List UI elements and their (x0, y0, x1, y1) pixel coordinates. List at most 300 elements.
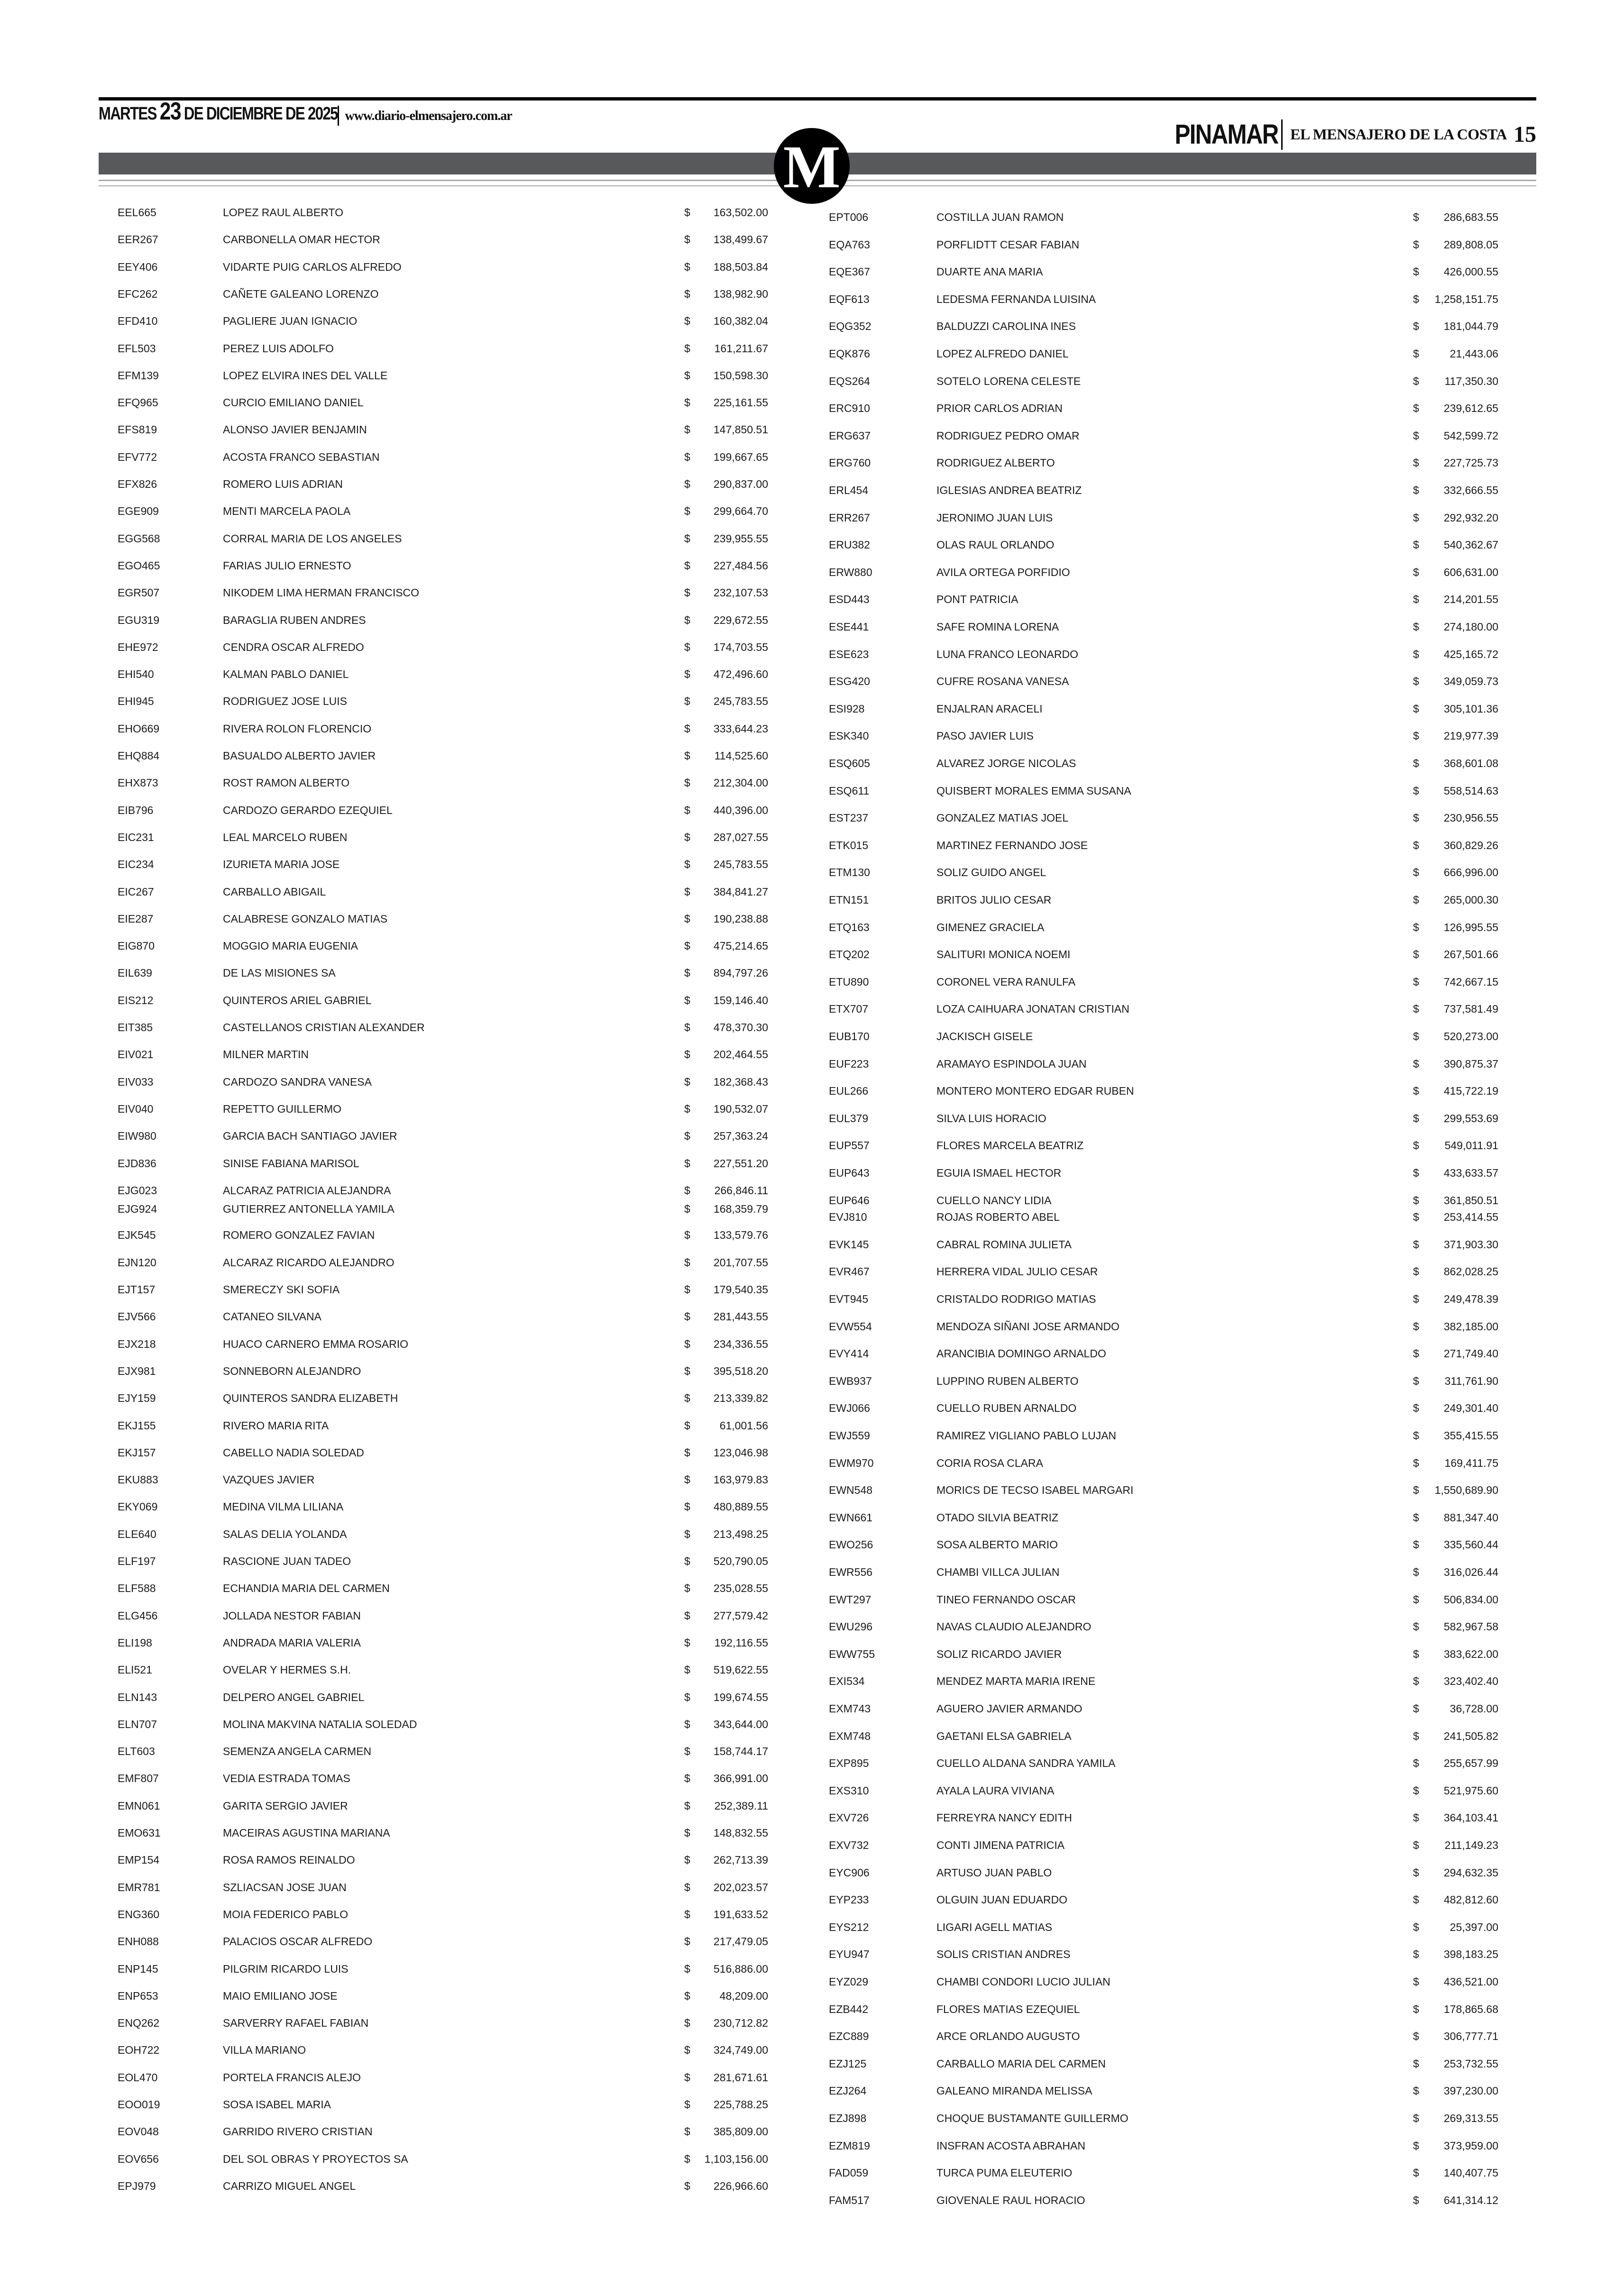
table-row (829, 1207, 1512, 1226)
currency-symbol: $ (1413, 1757, 1419, 1770)
table-row (829, 918, 1512, 937)
table-row (829, 208, 1512, 227)
table-row (118, 1497, 781, 1516)
account-code: EUL266 (829, 1085, 869, 1098)
currency-symbol: $ (1413, 1003, 1419, 1015)
amount: 277,579.42 (713, 1609, 768, 1622)
currency-symbol: $ (684, 1881, 690, 1894)
holder-name: PONT PATRICIA (936, 593, 1018, 606)
account-code: EFC262 (118, 287, 158, 300)
table-row (829, 453, 1512, 472)
holder-name: MEDINA VILMA LILIANA (223, 1500, 344, 1513)
amount: 290,837.00 (713, 478, 768, 490)
table-row (829, 617, 1512, 636)
account-code: EVJ810 (829, 1211, 867, 1224)
amount: 249,478.39 (1443, 1293, 1498, 1305)
table-row (829, 1863, 1512, 1882)
currency-symbol: $ (1413, 238, 1419, 251)
amount: 287,027.55 (713, 831, 768, 843)
currency-symbol: $ (684, 777, 690, 789)
amount: 163,979.83 (713, 1473, 768, 1486)
amount: 390,875.37 (1443, 1057, 1498, 1070)
currency-symbol: $ (684, 396, 690, 409)
holder-name: VEDIA ESTRADA TOMAS (223, 1772, 350, 1785)
amount: 25,397.00 (1450, 1921, 1498, 1933)
amount: 255,657.99 (1443, 1757, 1498, 1770)
account-code: FAM517 (829, 2194, 870, 2206)
account-code: ETX707 (829, 1003, 869, 1015)
account-code: EZJ898 (829, 2112, 867, 2124)
table-row (829, 1317, 1512, 1336)
currency-symbol: $ (1413, 1194, 1419, 1207)
amount: 265,000.30 (1443, 894, 1498, 906)
currency-symbol: $ (1413, 2167, 1419, 2179)
currency-symbol: $ (1413, 1211, 1419, 1224)
table-row (118, 1470, 781, 1489)
currency-symbol: $ (684, 613, 690, 626)
holder-name: MENTI MARCELA PAOLA (223, 505, 351, 518)
amount: 520,273.00 (1443, 1030, 1498, 1043)
account-code: EIW980 (118, 1130, 156, 1143)
currency-symbol: $ (684, 1962, 690, 1975)
table-row (829, 1027, 1512, 1046)
table-row (118, 638, 781, 657)
holder-name: MENDEZ MARTA MARIA IRENE (936, 1675, 1096, 1688)
holder-name: MOIA FEDERICO PABLO (223, 1908, 349, 1921)
table-row (829, 2163, 1512, 2182)
holder-name: BARAGLIA RUBEN ANDRES (223, 613, 366, 626)
table-row (829, 1235, 1512, 1254)
amount: 21,443.06 (1450, 348, 1498, 360)
account-code: EJX218 (118, 1337, 156, 1350)
account-code: EIS212 (118, 994, 154, 1006)
amount: 199,667.65 (713, 450, 768, 463)
holder-name: INSFRAN ACOSTA ABRAHAN (936, 2139, 1085, 2152)
currency-symbol: $ (1413, 1976, 1419, 1988)
account-code: EIV040 (118, 1102, 154, 1115)
account-code: EHI945 (118, 695, 154, 708)
amount: 241,505.82 (1443, 1729, 1498, 1742)
amount: 114,525.60 (714, 750, 768, 762)
account-code: EFL503 (118, 342, 156, 355)
table-row (829, 999, 1512, 1018)
holder-name: DELPERO ANGEL GABRIEL (223, 1691, 365, 1703)
currency-symbol: $ (1413, 921, 1419, 933)
holder-name: HERRERA VIDAL JULIO CESAR (936, 1265, 1098, 1278)
account-code: ESE441 (829, 621, 869, 633)
holder-name: RODRIGUEZ ALBERTO (936, 457, 1055, 469)
account-code: EIG870 (118, 940, 155, 952)
currency-symbol: $ (684, 233, 690, 246)
account-code: EFV772 (118, 450, 157, 463)
amount: 742,667.15 (1443, 975, 1498, 988)
holder-name: LOZA CAIHUARA JONATAN CRISTIAN (936, 1003, 1129, 1015)
currency-symbol: $ (1413, 1784, 1419, 1797)
currency-symbol: $ (1413, 566, 1419, 578)
account-code: ETQ163 (829, 921, 870, 933)
account-code: ESE623 (829, 648, 869, 660)
account-code: EWR556 (829, 1566, 873, 1578)
holder-name: CUELLO RUBEN ARNALDO (936, 1402, 1077, 1415)
amount: 212,304.00 (713, 777, 768, 789)
holder-name: LEAL MARCELO RUBEN (223, 831, 348, 843)
amount: 150,598.30 (713, 369, 768, 382)
currency-symbol: $ (1413, 429, 1419, 442)
amount: 234,336.55 (713, 1337, 768, 1350)
currency-symbol: $ (684, 1691, 690, 1703)
account-code: EOO019 (118, 2098, 160, 2111)
account-code: EWJ066 (829, 1402, 870, 1415)
table-row (118, 963, 781, 982)
currency-symbol: $ (684, 559, 690, 572)
amount: 213,498.25 (713, 1528, 768, 1540)
table-row (118, 529, 781, 548)
section-name: PINAMAR (1174, 119, 1279, 150)
table-row (118, 1715, 781, 1734)
currency-symbol: $ (1413, 320, 1419, 333)
table-row (829, 1081, 1512, 1100)
account-code: EYC906 (829, 1866, 870, 1879)
holder-name: MILNER MARTIN (223, 1048, 309, 1061)
table-row (118, 339, 781, 358)
currency-symbol: $ (1413, 1085, 1419, 1098)
holder-name: EGUIA ISMAEL HECTOR (936, 1167, 1062, 1179)
account-code: ESK340 (829, 730, 869, 742)
amount: 202,023.57 (713, 1881, 768, 1894)
account-code: EIV021 (118, 1048, 154, 1061)
currency-symbol: $ (684, 1364, 690, 1377)
table-row (829, 1372, 1512, 1390)
table-row (118, 665, 781, 684)
account-code: EEY406 (118, 260, 158, 273)
table-row (118, 203, 781, 222)
amount: 168,359.79 (713, 1203, 768, 1216)
holder-name: HUACO CARNERO EMMA ROSARIO (223, 1337, 409, 1350)
table-row (829, 1645, 1512, 1664)
table-row (829, 699, 1512, 718)
currency-symbol: $ (684, 1528, 690, 1540)
amount: 190,238.88 (713, 912, 768, 925)
currency-symbol: $ (684, 2017, 690, 2030)
table-row (829, 808, 1512, 827)
amount: 133,579.76 (713, 1229, 768, 1242)
holder-name: ROSA RAMOS REINALDO (223, 1854, 355, 1866)
table-row (118, 1362, 781, 1381)
amount: 199,674.55 (713, 1691, 768, 1703)
amount: 398,183.25 (1443, 1948, 1498, 1961)
currency-symbol: $ (684, 342, 690, 355)
account-code: ERG637 (829, 429, 871, 442)
amount: 148,832.55 (713, 1827, 768, 1839)
currency-symbol: $ (684, 804, 690, 816)
holder-name: CARDOZO GERARDO EZEQUIEL (223, 804, 393, 816)
account-code: EJG023 (118, 1184, 157, 1197)
currency-symbol: $ (684, 1799, 690, 1812)
currency-symbol: $ (684, 2152, 690, 2165)
account-code: EQG352 (829, 320, 872, 333)
amount: 138,499.67 (713, 233, 768, 246)
currency-symbol: $ (684, 1500, 690, 1513)
currency-symbol: $ (1413, 1894, 1419, 1906)
currency-symbol: $ (684, 450, 690, 463)
amount: 415,722.19 (1443, 1085, 1498, 1098)
account-code: ERG760 (829, 457, 871, 469)
table-row (829, 1781, 1512, 1800)
table-row (829, 590, 1512, 609)
amount: 217,479.05 (713, 1935, 768, 1948)
table-row (829, 1808, 1512, 1827)
currency-symbol: $ (1413, 1456, 1419, 1469)
account-code: ETK015 (829, 839, 869, 851)
currency-symbol: $ (1413, 1484, 1419, 1497)
holder-name: MENDOZA SIÑANI JOSE ARMANDO (936, 1320, 1119, 1333)
currency-symbol: $ (684, 423, 690, 436)
account-code: EEL665 (118, 206, 156, 219)
account-code: ERL454 (829, 484, 869, 496)
holder-name: CHAMBI VILLCA JULIAN (936, 1566, 1060, 1578)
table-row (118, 773, 781, 792)
account-code: EOH722 (118, 2044, 160, 2057)
holder-name: PASO JAVIER LUIS (936, 730, 1034, 742)
amount: 361,850.51 (1443, 1194, 1498, 1207)
holder-name: CHOQUE BUSTAMANTE GUILLERMO (936, 2112, 1129, 2124)
table-row (829, 2000, 1512, 2019)
table-row (118, 991, 781, 1010)
account-code: EVK145 (829, 1238, 869, 1251)
holder-name: ALCARAZ PATRICIA ALEJANDRA (223, 1184, 391, 1197)
currency-symbol: $ (1413, 1948, 1419, 1961)
currency-symbol: $ (1413, 2057, 1419, 2070)
holder-name: VAZQUES JAVIER (223, 1473, 315, 1486)
account-code: EUP557 (829, 1139, 870, 1152)
account-code: EUB170 (829, 1030, 870, 1043)
account-code: EER267 (118, 233, 158, 246)
holder-name: FLORES MATIAS EZEQUIEL (936, 2003, 1080, 2015)
holder-name: SOTELO LORENA CELESTE (936, 375, 1081, 387)
table-row (118, 475, 781, 494)
amount: 192,116.55 (714, 1636, 768, 1649)
account-code: EXM743 (829, 1702, 871, 1715)
currency-symbol: $ (1413, 1057, 1419, 1070)
amount: 549,011.91 (1444, 1139, 1498, 1152)
amount: 160,382.04 (713, 315, 768, 328)
holder-name: SONNEBORN ALEJANDRO (223, 1364, 361, 1377)
account-code: EWM970 (829, 1456, 874, 1469)
currency-symbol: $ (684, 1419, 690, 1432)
holder-name: AVILA ORTEGA PORFIDIO (936, 566, 1070, 578)
account-code: EJN120 (118, 1256, 156, 1269)
holder-name: DEL SOL OBRAS Y PROYECTOS SA (223, 2152, 408, 2165)
currency-symbol: $ (684, 1157, 690, 1170)
account-code: ELT603 (118, 1745, 155, 1758)
section-header (1156, 119, 1536, 150)
holder-name: GIMENEZ GRACIELA (936, 921, 1045, 933)
website-link[interactable]: www.diario-elmensajero.com.ar (345, 109, 512, 123)
currency-symbol: $ (1413, 839, 1419, 851)
currency-symbol: $ (1413, 211, 1419, 223)
currency-symbol: $ (1413, 539, 1419, 551)
holder-name: NIKODEM LIMA HERMAN FRANCISCO (223, 586, 420, 599)
account-code: EHE972 (118, 640, 158, 653)
amount: 433,633.57 (1443, 1167, 1498, 1179)
table-row (829, 945, 1512, 964)
holder-name: ALCARAZ RICARDO ALEJANDRO (223, 1256, 395, 1269)
table-row (829, 2081, 1512, 2100)
holder-name: SOLIS CRISTIAN ANDRES (936, 1948, 1071, 1961)
holder-name: CABELLO NADIA SOLEDAD (223, 1446, 364, 1459)
currency-symbol: $ (1413, 894, 1419, 906)
account-code: EWO256 (829, 1538, 873, 1551)
amount: 266,846.11 (714, 1184, 768, 1197)
table-row (829, 1617, 1512, 1636)
holder-name: ROJAS ROBERTO ABEL (936, 1211, 1060, 1224)
account-code: ERC910 (829, 402, 870, 415)
currency-symbol: $ (684, 1745, 690, 1758)
account-code: EHX873 (118, 777, 158, 789)
currency-symbol: $ (684, 858, 690, 871)
currency-symbol: $ (684, 1636, 690, 1649)
account-code: EKJ155 (118, 1419, 156, 1432)
amount: 211,149.23 (1444, 1839, 1498, 1851)
holder-name: QUISBERT MORALES EMMA SUSANA (936, 784, 1131, 797)
account-code: EGG568 (118, 532, 160, 545)
holder-name: CABRAL ROMINA JULIETA (936, 1238, 1072, 1251)
amount: 395,518.20 (713, 1364, 768, 1377)
holder-name: LOPEZ RAUL ALBERTO (223, 206, 343, 219)
currency-symbol: $ (684, 1310, 690, 1323)
table-row (829, 1535, 1512, 1554)
currency-symbol: $ (1413, 648, 1419, 660)
currency-symbol: $ (1413, 975, 1419, 988)
currency-symbol: $ (1413, 2030, 1419, 2043)
holder-name: TINEO FERNANDO OSCAR (936, 1593, 1076, 1606)
currency-symbol: $ (684, 1229, 690, 1242)
currency-symbol: $ (1413, 1811, 1419, 1824)
currency-symbol: $ (1413, 1293, 1419, 1305)
account-code: ELE640 (118, 1528, 156, 1540)
table-row (118, 1181, 781, 1200)
table-row (829, 2027, 1512, 2046)
holder-name: PORFLIDTT CESAR FABIAN (936, 238, 1080, 251)
account-code: ELI198 (118, 1636, 152, 1649)
amount: 147,850.51 (713, 423, 768, 436)
holder-name: SOLIZ RICARDO JAVIER (936, 1647, 1062, 1660)
amount: 382,185.00 (1443, 1320, 1498, 1333)
currency-symbol: $ (1413, 511, 1419, 524)
amount: 862,028.25 (1443, 1265, 1498, 1278)
table-row (118, 1199, 781, 1218)
currency-symbol: $ (1413, 1030, 1419, 1043)
holder-name: VIDARTE PUIG CARLOS ALFREDO (223, 260, 402, 273)
amount: 440,396.00 (713, 804, 768, 816)
table-row (829, 1109, 1512, 1128)
amount: 582,967.58 (1443, 1620, 1498, 1633)
holder-name: CARDOZO SANDRA VANESA (223, 1075, 372, 1088)
table-row (829, 1262, 1512, 1281)
holder-name: CARBALLO ABIGAIL (223, 885, 326, 898)
holder-name: LIGARI AGELL MATIAS (936, 1921, 1053, 1933)
holder-name: LEDESMA FERNANDA LUISINA (936, 293, 1096, 305)
amount: 249,301.40 (1443, 1402, 1498, 1415)
table-row (118, 311, 781, 330)
holder-name: SOSA ISABEL MARIA (223, 2098, 331, 2111)
holder-name: ALONSO JAVIER BENJAMIN (223, 423, 367, 436)
amount: 426,000.55 (1443, 265, 1498, 278)
table-row (118, 1633, 781, 1652)
amount: 232,107.53 (713, 586, 768, 599)
table-row (118, 257, 781, 276)
table-row (118, 1226, 781, 1244)
currency-symbol: $ (1413, 484, 1419, 496)
account-code: EIT385 (118, 1021, 153, 1034)
table-row (118, 420, 781, 439)
table-row (118, 2122, 781, 2141)
account-code: ELN143 (118, 1691, 157, 1703)
holder-name: AYALA LAURA VIVIANA (936, 1784, 1055, 1797)
amount: 316,026.44 (1443, 1566, 1498, 1578)
currency-symbol: $ (684, 2044, 690, 2057)
table-row (829, 726, 1512, 745)
table-row (829, 1836, 1512, 1855)
currency-symbol: $ (684, 1908, 690, 1921)
date-day: 23 (159, 98, 181, 125)
holder-name: CURCIO EMILIANO DANIEL (223, 396, 364, 409)
account-code: EHI540 (118, 668, 154, 681)
holder-name: CORIA ROSA CLARA (936, 1456, 1043, 1469)
account-code: ELN707 (118, 1718, 157, 1730)
table-row (829, 426, 1512, 445)
currency-symbol: $ (684, 750, 690, 762)
account-code: EQA763 (829, 238, 870, 251)
amount: 299,553.69 (1443, 1112, 1498, 1125)
currency-symbol: $ (684, 315, 690, 328)
holder-name: FERREYRA NANCY EDITH (936, 1811, 1072, 1824)
amount: 253,414.55 (1443, 1211, 1498, 1224)
amount: 1,550,689.90 (1434, 1484, 1498, 1497)
currency-symbol: $ (1413, 293, 1419, 305)
holder-name: GIOVENALE RAUL HORACIO (936, 2194, 1085, 2206)
amount: 181,044.79 (1443, 320, 1498, 333)
amount: 188,503.84 (713, 260, 768, 273)
table-row (829, 1563, 1512, 1582)
table-row (829, 1972, 1512, 1991)
currency-symbol: $ (684, 287, 690, 300)
account-code: EPJ979 (118, 2179, 156, 2192)
amount: 383,622.00 (1443, 1647, 1498, 1660)
holder-name: SEMENZA ANGELA CARMEN (223, 1745, 372, 1758)
holder-name: BRITOS JULIO CESAR (936, 894, 1052, 906)
currency-symbol: $ (1413, 1265, 1419, 1278)
currency-symbol: $ (1413, 1511, 1419, 1524)
currency-symbol: $ (1413, 1429, 1419, 1442)
currency-symbol: $ (1413, 593, 1419, 606)
holder-name: MAIO EMILIANO JOSE (223, 1989, 338, 2002)
currency-symbol: $ (684, 1827, 690, 1839)
table-row (118, 1018, 781, 1037)
amount: 360,829.26 (1443, 839, 1498, 851)
amount: 1,103,156.00 (704, 2152, 768, 2165)
holder-name: CUELLO ALDANA SANDRA YAMILA (936, 1757, 1116, 1770)
currency-symbol: $ (1413, 1729, 1419, 1742)
account-code: EQS264 (829, 375, 870, 387)
account-code: EIV033 (118, 1075, 154, 1088)
currency-symbol: $ (684, 1075, 690, 1088)
table-row (118, 1126, 781, 1145)
currency-symbol: $ (684, 1854, 690, 1866)
amount: 366,991.00 (713, 1772, 768, 1785)
amount: 239,955.55 (713, 532, 768, 545)
account-code: EIC267 (118, 885, 154, 898)
